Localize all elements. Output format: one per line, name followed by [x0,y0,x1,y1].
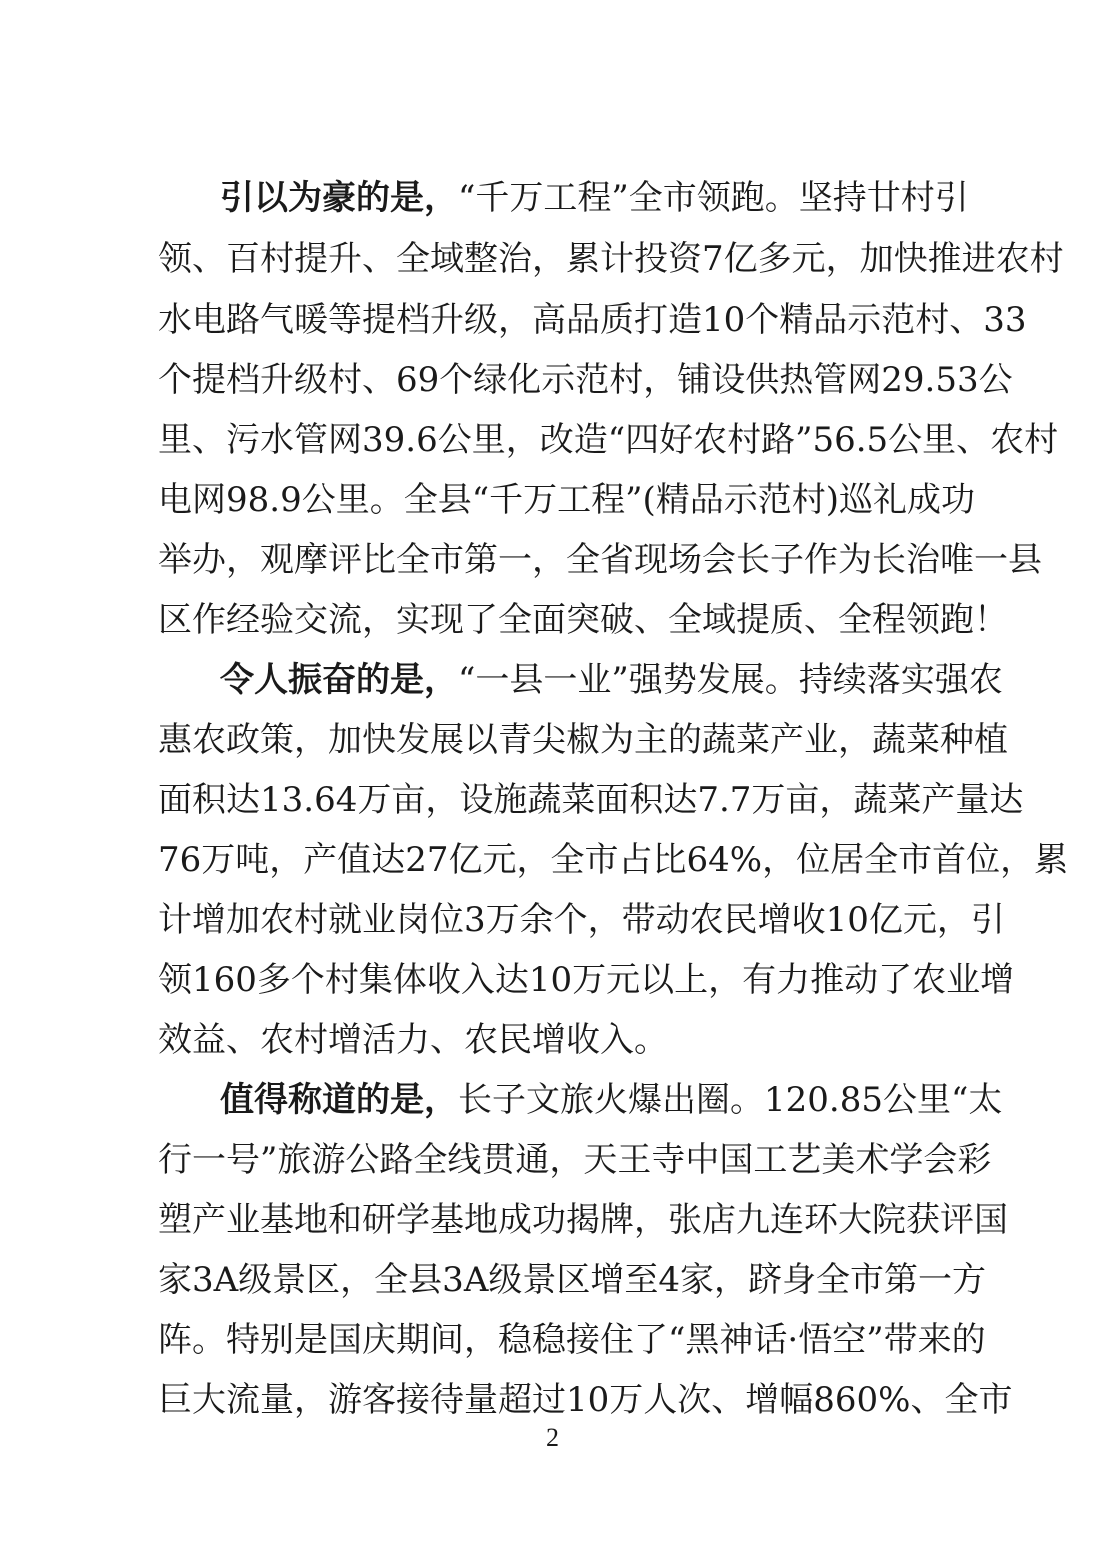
paragraph-3-line-5: 阵。特别是国庆期间，稳稳接住了“黑神话·悟空”带来的 [158,1320,986,1360]
paragraph-2-line-2: 惠农政策，加快发展以青尖椒为主的蔬菜产业，蔬菜种植 [158,720,1008,760]
paragraph-1-line-2: 领、百村提升、全域整治，累计投资7亿多元，加快推进农村 [158,239,1064,279]
paragraph-2-line-3: 面积达13.64万亩，设施蔬菜面积达7.7万亩，蔬菜产量达 [158,780,1024,820]
paragraph-1-lead: 引以为豪的是， [220,178,458,218]
paragraph-3-line-2: 行一号”旅游公路全线贯通，天王寺中国工艺美术学会彩 [158,1140,992,1180]
paragraph-3-line-4: 家3A级景区，全县3A级景区增至4家，跻身全市第一方 [158,1260,987,1300]
paragraph-1-line-5: 里、污水管网39.6公里，改造“四好农村路”56.5公里、农村 [158,420,1059,460]
paragraph-1-line-8: 区作经验交流，实现了全面突破、全域提质、全程领跑！ [158,600,1008,640]
paragraph-1-line-6: 电网98.9公里。全县“千万工程”(精品示范村)巡礼成功 [158,480,975,520]
paragraph-3-line-1 [220,1070,1003,1130]
paragraph-1-line-4: 个提档升级村、69个绿化示范村，铺设供热管网29.53公 [158,360,1013,400]
paragraph-2-lead: 令人振奋的是， [220,660,458,700]
paragraph-3-line-1-text: 长子文旅火爆出圈。120.85公里“太 [458,1080,1003,1120]
paragraph-1-line-7: 举办，观摩评比全市第一，全省现场会长子作为长治唯一县 [158,540,1042,580]
paragraph-2-line-1-text: “一县一业”强势发展。持续落实强农 [458,660,1003,700]
paragraph-3-lead: 值得称道的是， [220,1080,458,1120]
paragraph-1-line-1 [220,168,969,228]
paragraph-3-line-3: 塑产业基地和研学基地成功揭牌，张店九连环大院获评国 [158,1200,1008,1240]
paragraph-1-line-1-text: “千万工程”全市领跑。坚持廿村引 [458,178,969,218]
paragraph-2-line-4: 76万吨，产值达27亿元，全市占比64%，位居全市首位，累 [158,840,1069,880]
paragraph-2-line-1 [220,650,1003,710]
paragraph-1-line-3: 水电路气暖等提档升级，高品质打造10个精品示范村、33 [158,300,1027,340]
paragraph-2-line-6: 领160多个村集体收入达10万元以上，有力推动了农业增 [158,960,1015,1000]
paragraph-2-line-7: 效益、农村增活力、农民增收入。 [158,1020,668,1060]
page-number: 2 [546,1423,559,1452]
paragraph-3-line-6: 巨大流量，游客接待量超过10万人次、增幅860%、全市 [158,1380,1013,1420]
paragraph-2-line-5: 计增加农村就业岗位3万余个，带动农民增收10亿元，引 [158,900,1005,940]
